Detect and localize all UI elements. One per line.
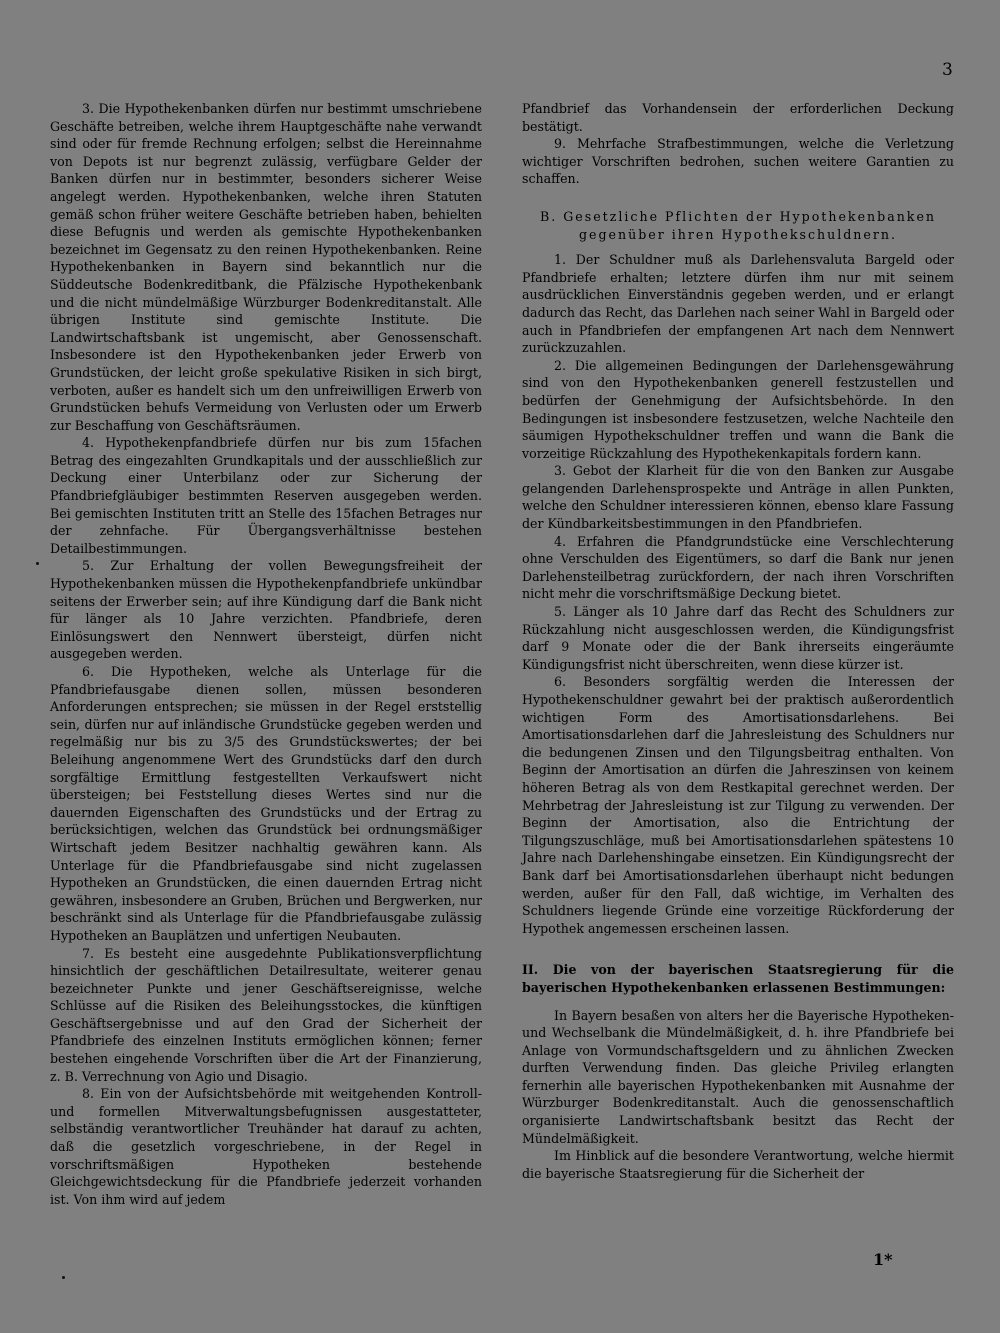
section-b-heading: B. Gesetzliche Pflichten der Hypothekenbanken gegenüber ihren Hypothekschuldnern.: [539, 208, 937, 242]
page-number: 3: [942, 60, 953, 80]
section-b-item-3: 3. Gebot der Klarheit für die von den Banken zur Ausgabe gelangenden Darlehensprospekte und Anträge in allen Punkten, welche den Schuldner interessieren können, ebenso klare Fassung der Kündbarkeitsbestimmungen in den Pfandbriefen.: [522, 463, 954, 532]
section-ii-paragraph-2: Im Hinblick auf die besondere Verantwortung, welche hiermit die bayerische Staatsregierung für die Sicherheit der: [522, 1148, 954, 1181]
paragraph-5: 5. Zur Erhaltung der vollen Bewegungsfreiheit der Hypothekenbanken müssen die Hypothekenpfandbriefe unkündbar seitens der Erwerber sein; auf ihre Kündigung darf die Bank nicht für länger als 10 Jahre verzichten. Pfandbriefe, deren Einlösungswert den Nennwert übersteigt, dürfen nicht ausgegeben werden.: [50, 558, 482, 662]
section-ii-heading: II. Die von der bayerischen Staatsregierung für die bayerischen Hypothekenbanken erlassenen Bestimmungen:: [522, 962, 954, 995]
section-ii-paragraph-1: In Bayern besaßen von alters her die Bayerische Hypotheken- und Wechselbank die Mündelmäßigkeit, d. h. ihre Pfandbriefe bei Anlage von Vormundschaftsgeldern und zu ähnlichen Zwecken durften Verwendung finden. Das gleiche Privileg erlangten fernerhin alle bayerischen Hypothekenbanken mit Ausnahme der Würzburger Bodenkreditanstalt. Auch die genossenschaftlich organisierte Landwirtschaftsbank besitzt das Recht der Mündelmäßigkeit.: [522, 1007, 954, 1146]
scan-speck: [62, 1276, 65, 1279]
paragraph-8: 8. Ein von der Aufsichtsbehörde mit weitgehenden Kontroll- und formellen Mitverwaltungsbefugnissen ausgestatteter, selbständig verantwortlicher Treuhänder hat darauf zu achten, daß die gesetzlich vorgeschriebene, in der Regel in vorschriftsmäßigen Hypotheken bestehende Gleichgewichtsdeckung für die Pfandbriefe jederzeit vorhanden ist. Von ihm wird auf jedem: [50, 1086, 482, 1207]
section-b-item-6: 6. Besonders sorgfältig werden die Interessen der Hypothekenschuldner gewahrt bei der praktisch außerordentlich wichtigen Form des Amortisationsdarlehens. Bei Amortisationsdarlehen darf die Jahresleistung des Schuldners nur die bedungenen Zinsen und den Tilgungsbeitrag enthalten. Von Beginn der Amortisation an dürfen die Jahreszinsen von keinem höheren Betrag als von dem Restkapital gerechnet werden. Der Mehrbetrag der Jahresleistung ist zur Tilgung zu verwenden. Der Beginn der Amortisation, also die Entrichtung der Tilgungszuschläge, muß bei Amortisationsdarlehen spätestens 10 Jahre nach Darlehenshingabe einsetzen. Ein Kündigungsrecht der Bank darf bei Amortisationsdarlehen überhaupt nicht bedungen werden, außer für den Fall, daß wichtige, im Verhalten des Schuldners liegende Gründe eine vorzeitige Rückforderung der Hypothek angemessen erscheinen lassen.: [522, 674, 954, 936]
paragraph-9: 9. Mehrfache Strafbestimmungen, welche die Verletzung wichtiger Vorschriften bedrohen, suchen weitere Garantien zu schaffen.: [522, 136, 954, 187]
section-b-item-1: 1. Der Schuldner muß als Darlehensvaluta Bargeld oder Pfandbriefe erhalten; letztere dürfen ihm nur mit seinem ausdrücklichen Einverständnis gegeben werden, und er erlangt dadurch das Recht, das Darlehen nach seiner Wahl in Bargeld oder auch in Pfandbriefen der empfangenen Art nach dem Nennwert zurückzuzahlen.: [522, 252, 954, 356]
right-column: [522, 100, 954, 1182]
paragraph-8-continuation: Pfandbrief das Vorhandensein der erforderlichen Deckung bestätigt.: [522, 101, 954, 134]
paragraph-6: 6. Die Hypotheken, welche als Unterlage für die Pfandbriefausgabe dienen sollen, müssen besonderen Anforderungen entsprechen; sie müssen in der Regel erststellig sein, dürfen nur auf inländische Grundstücke gegeben werden und regelmäßig nur bis zu 3/5 des Grundstückswertes; der bei Beleihung angenommene Wert des Grundstücks darf den durch sorgfältige Ermittlung festgestellten Verkaufswert nicht übersteigen; bei Feststellung dieses Wertes sind nur die dauernden Eigenschaften des Grundstücks und der Ertrag zu berücksichtigen, welchen das Grundstück bei ordnungsmäßiger Wirtschaft jedem Besitzer nachhaltig gewähren kann. Als Unterlage für die Pfandbriefausgabe sind nicht zugelassen Hypotheken an Grundstücken, die einen dauernden Ertrag nicht gewähren, insbesondere an Gruben, Brüchen und Bergwerken, nur beschränkt sind als Unterlage für die Pfandbriefausgabe zulässig Hypotheken an Bauplätzen und unfertigen Neubauten.: [50, 664, 482, 943]
section-b-item-5: 5. Länger als 10 Jahre darf das Recht des Schuldners zur Rückzahlung nicht ausgeschlossen werden, die Kündigungsfrist darf 9 Monate oder die der Bank ihrerseits eingeräumte Kündigungsfrist nicht überschreiten, wenn diese kürzer ist.: [522, 604, 954, 672]
left-column: [50, 100, 482, 1208]
paragraph-3: 3. Die Hypothekenbanken dürfen nur bestimmt umschriebene Geschäfte betreiben, welche ihrem Hauptgeschäfte nahe verwandt sind oder für fremde Rechnung erfolgen; selbst die Hereinnahme von Depots ist nur begrenzt zulässig, verfügbare Gelder der Banken dürfen nur in bestimmter, besonders sicherer Weise angelegt werden. Hypothekenbanken, welche ihren Statuten gemäß schon früher weitere Geschäfte betrieben haben, behielten diese Befugnis und werden als gemischte Hypothekenbanken bezeichnet im Gegensatz zu den reinen Hypothekenbanken. Reine Hypothekenbanken in Bayern sind bekanntlich nur die Süddeutsche Bodenkreditbank, die Pfälzische Hypothekenbank und die nicht mündelmäßige Würzburger Bodenkreditanstalt. Alle übrigen Institute sind gemischte Institute. Die Landwirtschaftsbank ist ungemischt, aber Genossenschaft. Insbesondere ist den Hypothekenbanken jeder Erwerb von Grundstücken, der leicht große spekulative Risiken in sich birgt, verboten, außer es handelt sich um den unfreiwilligen Erwerb von Grundstücken behufs Vermeidung von Verlusten oder um Erwerb zur Beschaffung von Geschäftsräumen.: [50, 101, 482, 433]
scan-speck: [36, 562, 39, 565]
signature-mark: 1*: [873, 1250, 893, 1269]
section-b-item-4: 4. Erfahren die Pfandgrundstücke eine Verschlechterung ohne Verschulden des Eigentümers, so darf die Bank nur jenen Darlehensteilbetrag zurückfordern, der nach ihren Vorschriften nicht mehr die vorschriftsmäßige Deckung bietet.: [522, 533, 954, 602]
paragraph-7: 7. Es besteht eine ausgedehnte Publikationsverpflichtung hinsichtlich der geschäftlichen Detailresultate, weiterer genau bezeichneter Punkte und jener Geschäftsereignisse, welche Schlüsse auf die Risiken des Beleihungsstockes, die künftigen Geschäftsergebnisse und auf den Grad der Sicherheit der Pfandbriefe des einzelnen Instituts ermöglichen können; ferner bestehen eingehende Vorschriften über die Art der Finanzierung, z. B. Verrechnung von Agio und Disagio.: [50, 945, 482, 1084]
section-b-item-2: 2. Die allgemeinen Bedingungen der Darlehensgewährung sind von den Hypothekenbanken generell festzustellen und bedürfen der Genehmigung der Aufsichtsbehörde. In den Bedingungen ist insbesondere festzusetzen, welche Nachteile den säumigen Hypothekschuldner treffen und wann die Bank die vorzeitige Rückzahlung des Hypothekenkapitals fordern kann.: [522, 357, 954, 461]
paragraph-4: 4. Hypothekenpfandbriefe dürfen nur bis zum 15fachen Betrag des eingezahlten Grundkapitals und der ausschließlich zur Deckung einer Unterbilanz oder zur Sicherung der Pfandbriefgläubiger bestimmten Reserven ausgegeben werden. Bei gemischten Instituten tritt an Stelle des 15fachen Betrages nur der zehnfache. Für Übergangsverhältnisse bestehen Detailbestimmungen.: [50, 435, 482, 556]
